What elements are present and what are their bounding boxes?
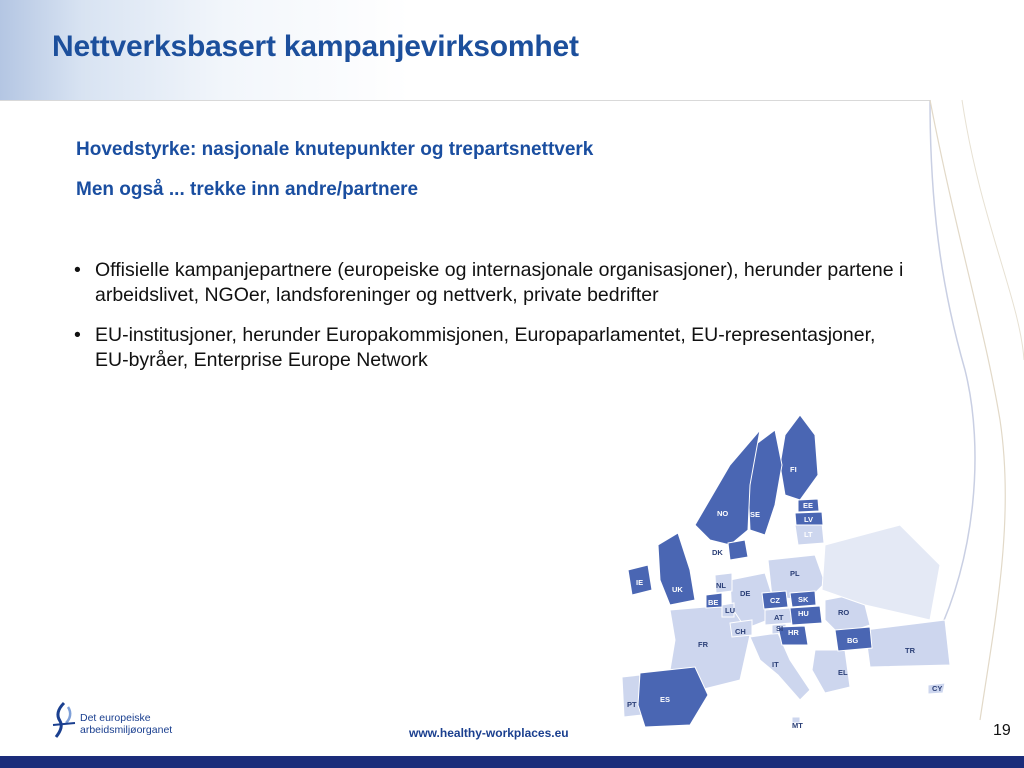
map-label: ES bbox=[660, 695, 671, 704]
logo-line-1: Det europeiske bbox=[80, 712, 151, 724]
map-label: AT bbox=[774, 613, 784, 622]
map-label: LU bbox=[725, 606, 735, 615]
footer-url-link[interactable]: www.healthy-workplaces.eu bbox=[409, 726, 569, 740]
map-label: EL bbox=[838, 668, 848, 677]
map-label: HU bbox=[798, 609, 809, 618]
map-label: DE bbox=[740, 589, 751, 598]
bullet-dot: • bbox=[74, 259, 81, 281]
subtitle-also-partners: Men også ... trekke inn andre/partnere bbox=[76, 179, 419, 200]
bullet-text-eu-institutions: EU-institusjoner, herunder Europakommisjonen, Europaparlamentet, EU-representasjoner, EU-byråer, Enterprise Europe Network bbox=[95, 324, 876, 371]
map-label: SI bbox=[776, 624, 784, 633]
map-label: CY bbox=[932, 684, 943, 693]
map-label: PT bbox=[627, 700, 637, 709]
map-country-es bbox=[638, 667, 708, 727]
map-label: HR bbox=[788, 628, 799, 637]
europe-map bbox=[600, 405, 960, 745]
bullet-dot: • bbox=[74, 324, 81, 346]
map-label: NL bbox=[716, 581, 726, 590]
bullet-item-partners bbox=[74, 258, 904, 308]
map-label: BE bbox=[708, 598, 719, 607]
map-label: TR bbox=[905, 646, 915, 655]
map-label: CH bbox=[735, 627, 746, 636]
map-label: FR bbox=[698, 640, 708, 649]
map-label: IE bbox=[636, 578, 644, 587]
map-label: DK bbox=[712, 548, 723, 557]
map-country-dk bbox=[728, 540, 748, 560]
bottom-bar bbox=[0, 756, 1024, 768]
map-country-fi bbox=[780, 415, 818, 500]
map-label: BG bbox=[847, 636, 859, 645]
slide-title: Nettverksbasert kampanjevirksomhet bbox=[52, 30, 579, 63]
agency-logo-icon bbox=[50, 701, 78, 739]
bullet-text-partners: Offisielle kampanjepartnere (europeiske og internasjonale organisasjoner), herunder partene i arbeidslivet, NGOer, landsforeninger og nettverk, private bedrifter bbox=[95, 259, 904, 306]
map-label: PL bbox=[790, 569, 800, 578]
logo-line-2: arbeidsmiljøorganet bbox=[80, 724, 173, 736]
map-label: SE bbox=[750, 510, 761, 519]
map-label: FI bbox=[790, 465, 797, 474]
map-label: LV bbox=[804, 515, 814, 524]
map-label: EE bbox=[803, 501, 814, 510]
map-country-uk bbox=[658, 533, 695, 605]
map-label: CZ bbox=[770, 596, 780, 605]
agency-logo-text bbox=[80, 712, 172, 736]
map-label: IT bbox=[772, 660, 779, 669]
page-number: 19 bbox=[993, 722, 1011, 739]
map-label: UK bbox=[672, 585, 683, 594]
map-label: NO bbox=[717, 509, 729, 518]
bullet-item-eu-institutions bbox=[74, 323, 904, 373]
bullet-list bbox=[74, 258, 904, 388]
map-label: RO bbox=[838, 608, 850, 617]
subtitle-main-strength: Hovedstyrke: nasjonale knutepunkter og trepartsnettverk bbox=[76, 139, 594, 160]
map-country-tr bbox=[865, 620, 950, 667]
map-label: MT bbox=[792, 721, 803, 730]
map-label: SK bbox=[798, 595, 809, 604]
map-label: LT bbox=[804, 530, 813, 539]
